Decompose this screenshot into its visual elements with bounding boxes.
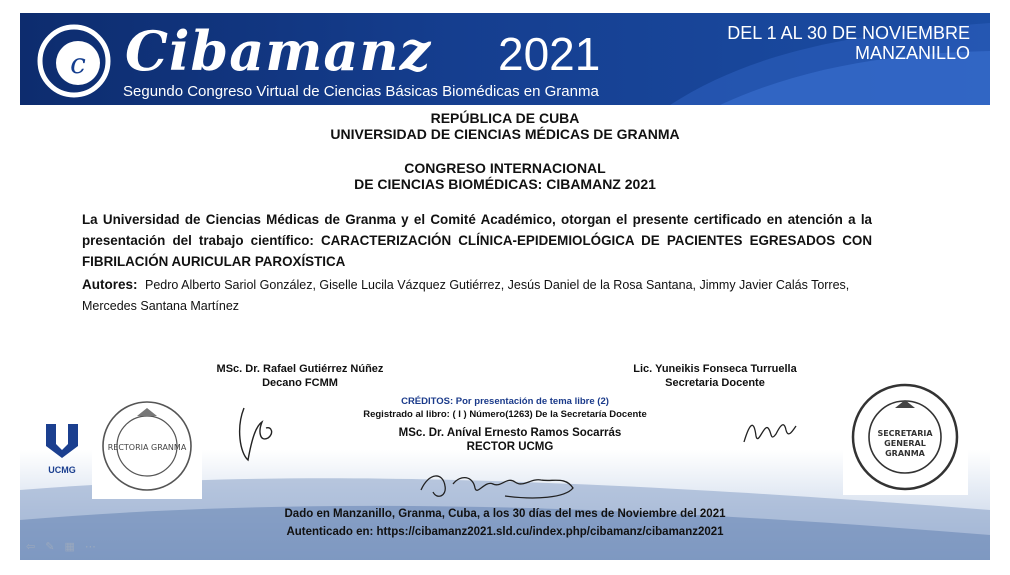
authors-label: Autores: xyxy=(82,277,138,292)
secretary-role: Secretaria Docente xyxy=(665,377,765,389)
university-heading: UNIVERSIDAD DE CIENCIAS MÉDICAS DE GRANMA xyxy=(330,126,680,142)
issue-place-date: Dado en Manzanillo, Granma, Cuba, a los 30 días del mes de Noviembre del 2021 xyxy=(284,508,726,520)
brand-name: Cibamanz xyxy=(125,19,432,83)
stamp-line-1: SECRETARIA xyxy=(877,429,933,438)
pen-icon[interactable]: ✎ xyxy=(45,541,55,553)
certificate-body: La Universidad de Ciencias Médicas de Granma y el Comité Académico, otorgan el presente certificado en atención a la presentación del trabajo científico: CARACTERIZACIÓN CLÍNICA-EPIDEMIOLÓGICA DE PACIENTES EGRESADOS CON FIBRILACIÓN AURICULAR PAROXÍSTICA xyxy=(82,212,872,269)
dean-signature-block xyxy=(190,362,410,390)
rector-name: MSc. Dr. Aníval Ernesto Ramos Socarrás xyxy=(398,427,622,439)
authors-block xyxy=(82,274,882,317)
dean-name: MSc. Dr. Rafael Gutiérrez Núñez xyxy=(216,363,384,375)
slides-icon[interactable]: ▦ xyxy=(64,541,75,553)
back-arrow-icon[interactable]: ⇦ xyxy=(26,541,36,553)
dates-line-2: MANZANILLO xyxy=(854,43,970,63)
secretary-handwritten-signature xyxy=(740,412,800,452)
rector-role: RECTOR UCMG xyxy=(466,441,554,453)
brand-year: 2021 xyxy=(498,28,601,80)
banner-subtitle: Segundo Congreso Virtual de Ciencias Básicas Biomédicas en Granma xyxy=(123,83,599,100)
dean-handwritten-signature xyxy=(232,398,282,468)
authentication-url: Autenticado en: https://cibamanz2021.sld.cu/index.php/cibamanz/cibamanz2021 xyxy=(286,526,724,538)
header-banner xyxy=(20,13,990,105)
stamp-line-2: GENERAL xyxy=(884,439,926,448)
event-dates xyxy=(727,23,970,63)
more-icon[interactable]: ⋯ xyxy=(84,541,96,553)
country-heading: REPÚBLICA DE CUBA xyxy=(430,110,580,126)
rectoria-stamp xyxy=(92,394,202,499)
ucmg-logo-label: UCMG xyxy=(48,465,76,475)
secretaria-general-stamp xyxy=(843,380,968,495)
stamp-line-3: GRANMA xyxy=(885,449,925,458)
dates-line-1: DEL 1 AL 30 DE NOVIEMBRE xyxy=(727,23,970,43)
registry-line: Registrado al libro: ( I ) Número(1263) De la Secretaría Docente xyxy=(363,409,647,420)
authors-list: Pedro Alberto Sariol González, Giselle Lucila Vázquez Gutiérrez, Jesús Daniel de la Rosa Santana, Jimmy Javier Calás Torres, Mercedes Santana Martínez xyxy=(82,278,850,313)
credits-line: CRÉDITOS: Por presentación de tema libre (2) xyxy=(401,396,609,407)
congress-subheading: DE CIENCIAS BIOMÉDICAS: CIBAMANZ 2021 xyxy=(354,176,656,192)
cibamanz-logo-icon xyxy=(34,21,114,101)
svg-text:c: c xyxy=(70,47,86,80)
secretary-signature-block xyxy=(605,362,825,390)
secretary-name: Lic. Yuneikis Fonseca Turruella xyxy=(633,363,797,375)
ucmg-emblem-icon xyxy=(42,420,82,460)
dean-role: Decano FCMM xyxy=(262,377,338,389)
congress-heading: CONGRESO INTERNACIONAL xyxy=(404,160,606,176)
viewer-controls xyxy=(26,540,96,553)
ucmg-logo xyxy=(40,420,84,475)
rectoria-stamp-text: RECTORIA GRANMA xyxy=(107,443,187,452)
rector-handwritten-signature xyxy=(415,466,580,504)
rector-signature-block xyxy=(380,426,640,454)
